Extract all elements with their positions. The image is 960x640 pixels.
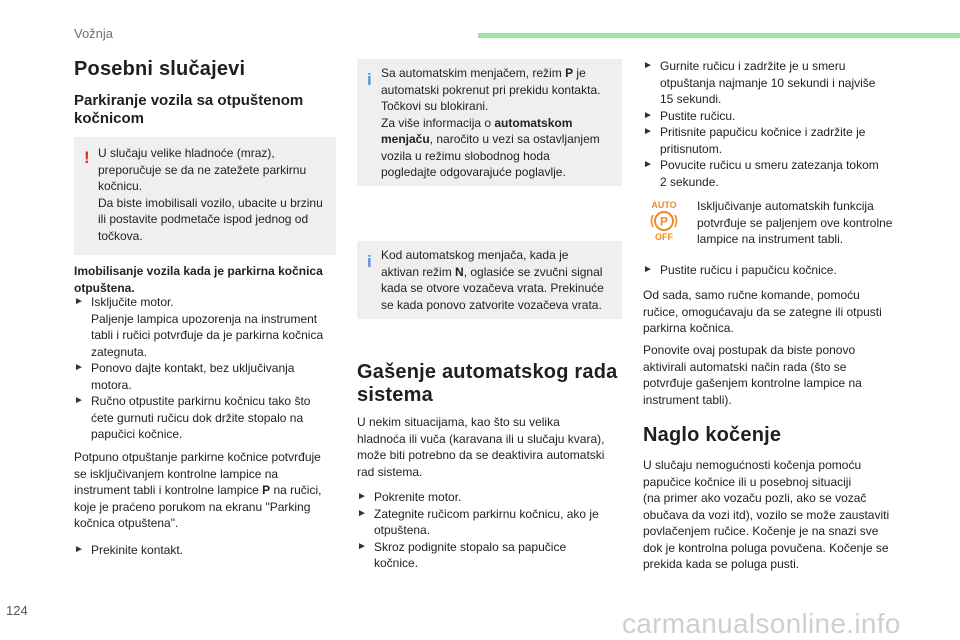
step-arrow-icon: ►	[357, 507, 367, 519]
page-number: 124	[6, 603, 28, 618]
section-title-disable-auto: Gašenje automatskog rada sistema	[357, 361, 618, 406]
list-item: ► Isključite motor. Paljenje lampica upozorenja na instrument tabli i ručici potvrđuje da je parkirna kočnica zategnuta.	[74, 295, 324, 359]
list-item: ► Ponovo dajte kontakt, bez uključivanja motora.	[74, 361, 295, 392]
section-label: Vožnja	[74, 26, 114, 41]
svg-text:P: P	[659, 214, 669, 229]
immobilization-heading: Imobilisanje vozila kada je parkirna kočnica otpuštena.	[74, 264, 323, 295]
list-item: ► Zategnite ručicom parkirnu kočnicu, ako je otpuštena.	[357, 506, 599, 537]
watermark: carmanualsonline.info	[622, 608, 901, 639]
list-item: ► Povucite ručicu u smeru zatezanja tokom 2 sekunde.	[643, 158, 879, 189]
warning-text: U slučaju velike hladnoće (mraz), preporučuje se da ne zatežete parkirnu kočnicu. Da biste imobilisali vozilo, ubacite u brzinu ili postavite podmetače ispod jednog od točkova.	[98, 146, 323, 243]
disable-steps	[357, 489, 627, 572]
auto-icon-description: Isključivanje automatskih funkcija potvrđuje se paljenjem ove kontrolne lampice na instrument tabli.	[697, 199, 893, 246]
step-arrow-icon: ►	[643, 126, 653, 137]
page-title: Posebni slučajevi	[74, 58, 246, 80]
info-text: Kod automatskog menjača, kada je aktivan režim N, oglasiće se zvučni signal kada se otvore vozačeva vrata. Prekinuće se kada ponovo zatvorite vozačeva vrata.	[381, 248, 604, 312]
svg-text:OFF: OFF	[655, 232, 673, 242]
info-icon: i	[367, 252, 372, 271]
section-title-emergency-braking: Naglo kočenje	[643, 424, 782, 446]
final-step	[74, 542, 344, 559]
list-item: ► Pustite ručicu i papučicu kočnice.	[643, 263, 837, 277]
emergency-braking-paragraph: U slučaju nemogućnosti kočenja pomoću papučice kočnice ili u posebnoj situaciji (na primer ako vozaču pozli, ako se vozač obučava da vozi itd), vozilo se može zaustaviti povlačenjem ručice. Kočenje je na snazi sve dok je kontrolna poluga povučena. Kočenje se prekida kada se poluga pusti.	[643, 458, 890, 571]
step-arrow-icon: ►	[74, 395, 84, 406]
step-arrow-icon: ►	[74, 362, 84, 373]
section-accent-bar	[478, 33, 960, 38]
step-arrow-icon: ►	[74, 544, 84, 555]
step-arrow-icon: ►	[357, 540, 367, 552]
reactivate-paragraph: Ponovite ovaj postupak da biste ponovo aktivirali automatski način rada (što se potvrđuje gašenjem kontrolne lampice na instrument tabli).	[643, 343, 862, 407]
list-item: ► Skroz podignite stopalo sa papučice kočnice.	[357, 539, 567, 570]
list-item: ► Ručno otpustite parkirnu kočnicu tako što ćete gurnuti ručicu dok držite stopalo na papučici kočnice.	[74, 394, 311, 441]
list-item: ► Pokrenite motor.	[357, 490, 462, 504]
step-arrow-icon: ►	[357, 491, 367, 502]
svg-text:AUTO: AUTO	[651, 200, 677, 210]
list-item: ► Prekinite kontakt.	[74, 543, 184, 557]
release-paragraph: Potpuno otpuštanje parkirne kočnice potvrđuje se isključivanjem kontrolne lampice na instrument tabli i kontrolne lampice P na ručici, koje je praćeno porukom na ekranu "Parking kočnica otpuštena".	[74, 450, 322, 530]
release-step	[643, 262, 923, 279]
step-arrow-icon: ►	[643, 60, 653, 71]
warning-icon: !	[84, 148, 90, 167]
list-item: ► Gurnite ručicu i zadržite je u smeru otpuštanja najmanje 10 sekundi i najviše 15 sekundi.	[643, 59, 876, 106]
list-item: ► Pritisnite papučicu kočnice i zadržite je pritisnutom.	[643, 125, 866, 156]
step-arrow-icon: ►	[74, 296, 84, 307]
info-box-automatic	[357, 59, 622, 186]
subsection-title: Parkiranje vozila sa otpuštenom kočnicom	[74, 92, 304, 127]
warning-box	[74, 137, 336, 255]
auto-p-off-warning-icon	[644, 198, 684, 242]
manual-only-paragraph: Od sada, samo ručne komande, pomoću ručice, omogućavaju da se zategne ili otpusti parkirna kočnica.	[643, 288, 882, 335]
info-text: Sa automatskim menjačem, režim P je automatski pokrenut pri prekidu kontakta. Točkovi su blokirani. Za više informacija o automatskom menjaču, naročito u vezi sa ostavljanjem vozila u režimu slobodnog hoda pogledajte odgovarajuće poglavlje.	[381, 66, 601, 179]
step-arrow-icon: ►	[643, 264, 653, 275]
info-box-neutral	[357, 241, 622, 319]
step-arrow-icon: ►	[643, 109, 653, 121]
step-arrow-icon: ►	[643, 159, 653, 170]
list-item: ► Pustite ručicu.	[643, 108, 736, 123]
immobilization-steps	[74, 294, 344, 443]
disable-intro: U nekim situacijama, kao što su velika hladnoća ili vuča (karavana ili u slučaju kvara), može biti potrebno da se deaktivira automatski rad sistema.	[357, 415, 605, 479]
info-icon: i	[367, 70, 372, 89]
disable-steps-continued	[643, 58, 923, 190]
